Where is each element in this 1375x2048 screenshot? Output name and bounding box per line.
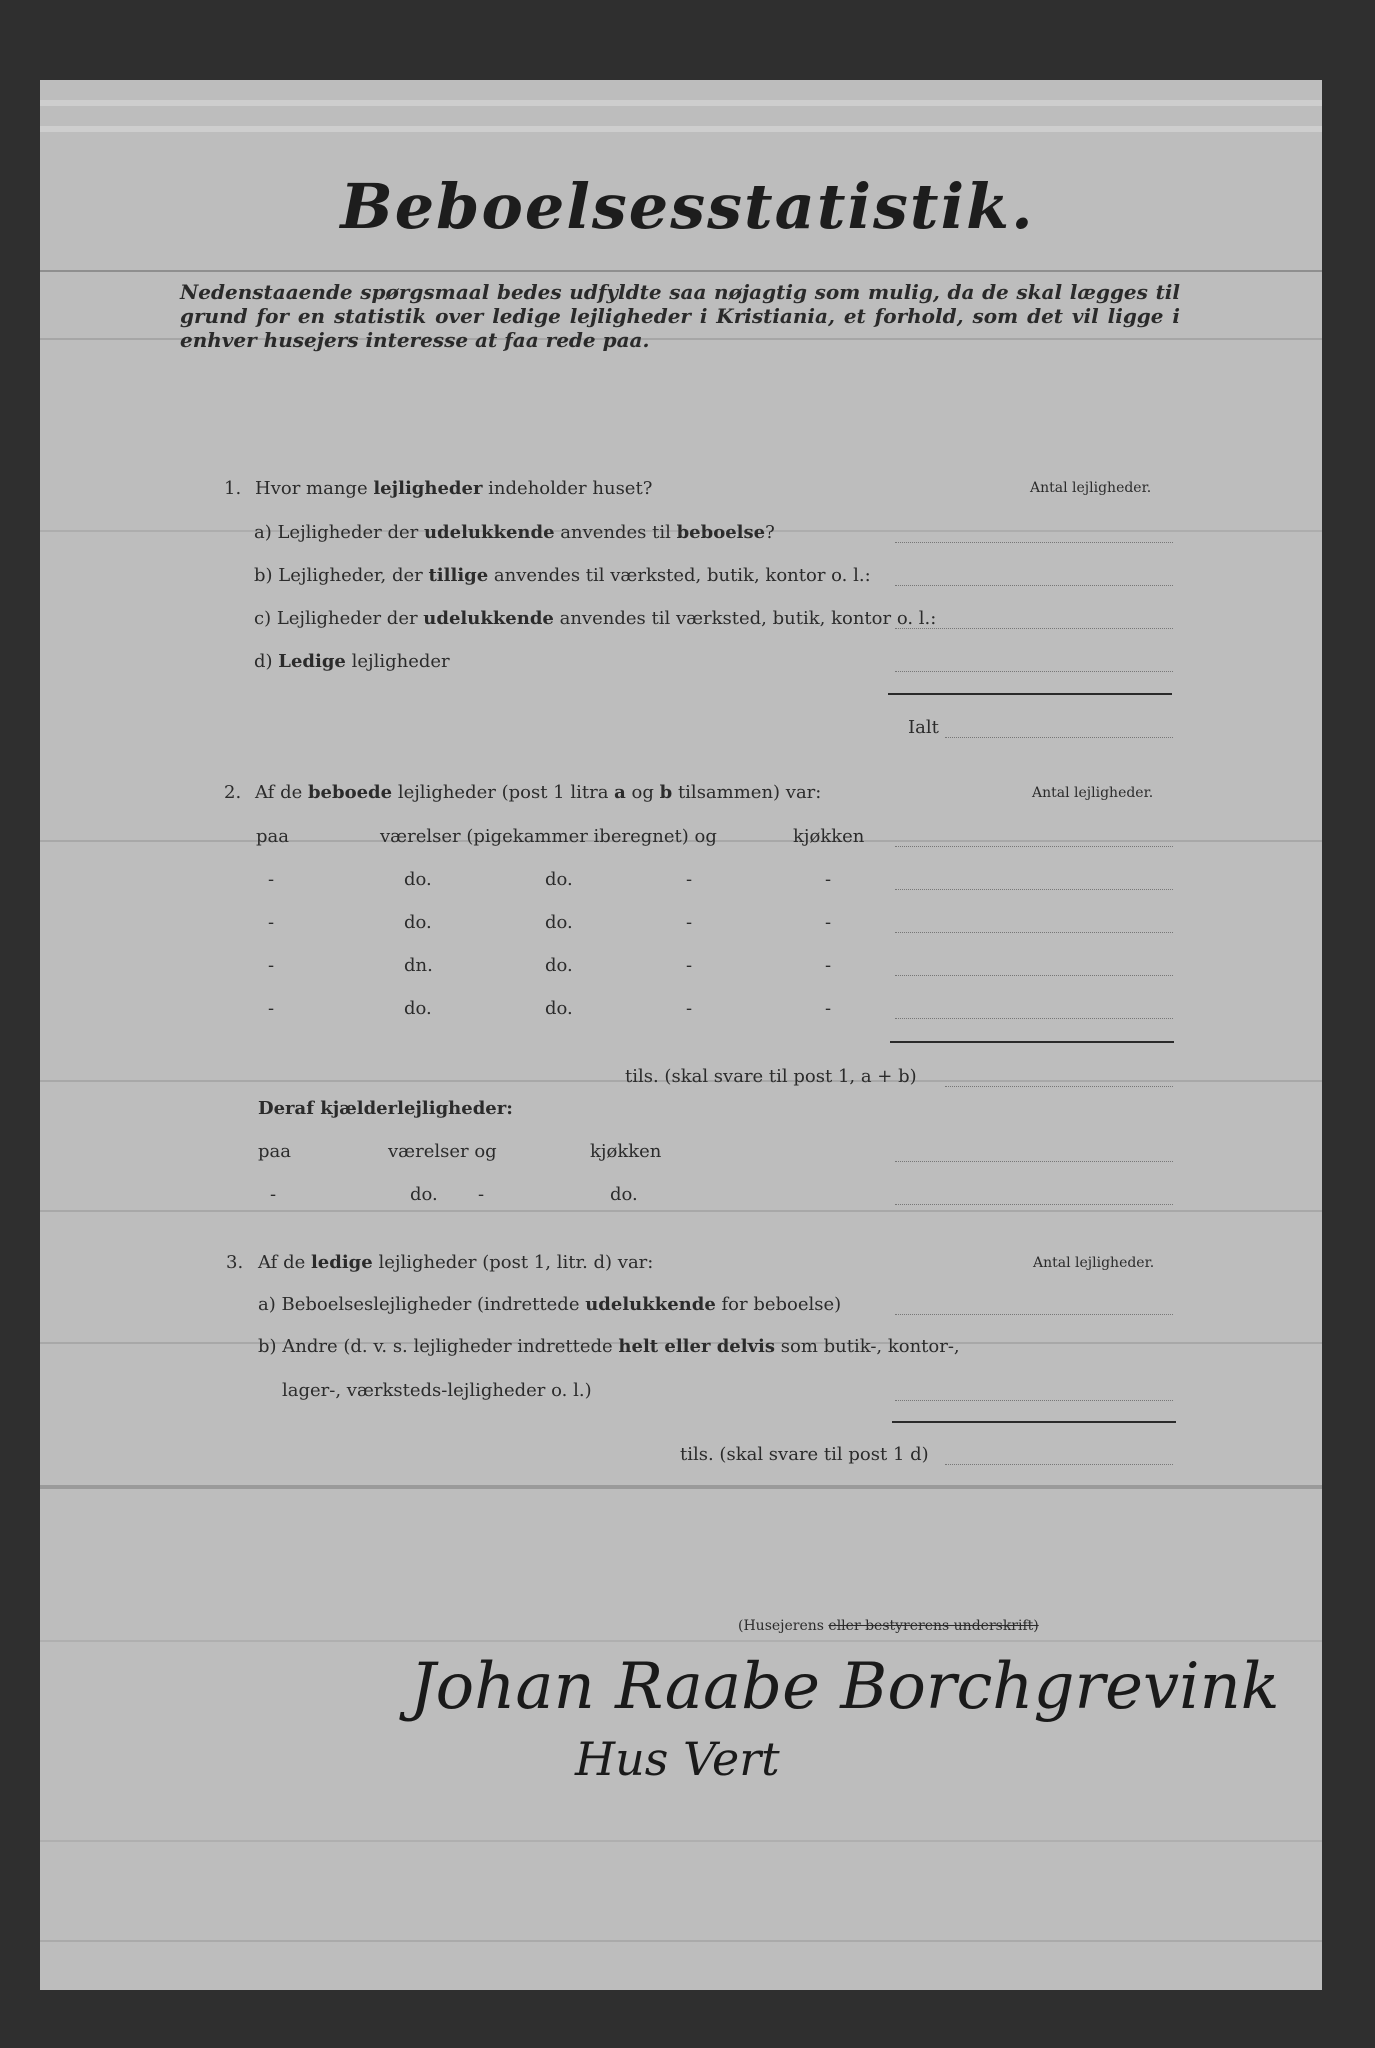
q2-question: Af de beboede lejligheder (post 1 litra a og b tilsammen) var: bbox=[255, 782, 822, 803]
q3-question: Af de ledige lejligheder (post 1, litr. d) var: bbox=[258, 1252, 654, 1273]
q3-item-b-cont: lager-, værksteds-lejligheder o. l.) bbox=[282, 1380, 592, 1401]
q1-column-header: Antal lejligheder. bbox=[1030, 480, 1152, 496]
q1-number: 1. bbox=[224, 478, 242, 499]
q2-basement-row-dash2: - bbox=[478, 1184, 485, 1205]
q2-answer-line-2[interactable] bbox=[895, 932, 1173, 933]
q2-row-2-dash2: - bbox=[686, 912, 693, 933]
q1-answer-line-c[interactable] bbox=[895, 628, 1173, 629]
q2-header-rooms: værelser (pigekammer iberegnet) og bbox=[380, 826, 717, 847]
form-intro: Nedenstaaende spørgsmaal bedes udfyldte saa nøjagtig som mulig, da de skal lægges til grund for en statistik over ledige lejligheder i Kristiania, et forhold, som det vil ligge i enhver husejers interesse at faa rede paa. bbox=[180, 280, 1180, 352]
q1-total-label: Ialt bbox=[908, 717, 939, 738]
q2-row-2-dash: - bbox=[268, 912, 275, 933]
q2-row-1-dash: - bbox=[268, 869, 275, 890]
q2-sum-rule bbox=[890, 1041, 1174, 1043]
q2-answer-line-1[interactable] bbox=[895, 889, 1173, 890]
q2-row-1-do: do. bbox=[404, 869, 432, 890]
q2-answer-line-4[interactable] bbox=[895, 1018, 1173, 1019]
q1-item-d: d) Ledige lejligheder bbox=[254, 651, 450, 672]
signature-caption: (Husejerens eller bestyrerens underskrift) bbox=[738, 1618, 1039, 1634]
q2-sum-note: tils. (skal svare til post 1, a + b) bbox=[625, 1066, 917, 1087]
q2-column-header: Antal lejligheder. bbox=[1032, 785, 1154, 801]
q2-basement-heading: Deraf kjælderlejligheder: bbox=[258, 1098, 513, 1119]
q1-answer-line-b[interactable] bbox=[895, 585, 1173, 586]
q1-item-c: c) Lejligheder der udelukkende anvendes til værksted, butik, kontor o. l.: bbox=[254, 608, 937, 629]
form-title: Beboelsesstatistik. bbox=[340, 170, 1035, 243]
q2-row-1-do2: do. bbox=[545, 869, 573, 890]
q3-answer-line-b[interactable] bbox=[895, 1400, 1173, 1401]
q2-header-paa: paa bbox=[256, 826, 289, 847]
q2-basement-row-do: do. bbox=[410, 1184, 438, 1205]
q2-row-3-do: dn. bbox=[404, 955, 433, 976]
q2-row-3-dash: - bbox=[268, 955, 275, 976]
q2-row-2-do: do. bbox=[404, 912, 432, 933]
q1-answer-line-a[interactable] bbox=[895, 542, 1173, 543]
q1-question: Hvor mange lejligheder indeholder huset? bbox=[255, 478, 653, 499]
q2-row-4-dash3: - bbox=[825, 998, 832, 1019]
q3-item-a: a) Beboelseslejligheder (indrettede udelukkende for beboelse) bbox=[258, 1294, 842, 1315]
q3-number: 3. bbox=[226, 1252, 244, 1273]
q3-item-b: b) Andre (d. v. s. lejligheder indrettede helt eller delvis som butik-, kontor-, bbox=[258, 1336, 960, 1357]
q2-row-2-dash3: - bbox=[825, 912, 832, 933]
q2-row-1-dash3: - bbox=[825, 869, 832, 890]
q2-header-kitchen: kjøkken bbox=[793, 826, 865, 847]
q2-number: 2. bbox=[224, 782, 242, 803]
q2-basement-kitchen: kjøkken bbox=[590, 1141, 662, 1162]
q2-row-4-dash: - bbox=[268, 998, 275, 1019]
q3-answer-line-a[interactable] bbox=[895, 1314, 1173, 1315]
q2-basement-row-dash: - bbox=[270, 1184, 277, 1205]
q2-basement-line-1[interactable] bbox=[895, 1161, 1173, 1162]
q2-basement-row-do2: do. bbox=[610, 1184, 638, 1205]
q1-sum-rule bbox=[888, 693, 1172, 695]
q3-sum-note: tils. (skal svare til post 1 d) bbox=[680, 1444, 929, 1465]
q3-total-line[interactable] bbox=[945, 1464, 1173, 1465]
q2-row-4-dash2: - bbox=[686, 998, 693, 1019]
q3-column-header: Antal lejligheder. bbox=[1033, 1255, 1155, 1271]
q2-row-3-dash2: - bbox=[686, 955, 693, 976]
q2-row-2-do2: do. bbox=[545, 912, 573, 933]
q1-item-a: a) Lejligheder der udelukkende anvendes til beboelse? bbox=[254, 522, 775, 543]
q2-row-3-dash3: - bbox=[825, 955, 832, 976]
q2-total-line[interactable] bbox=[945, 1086, 1173, 1087]
q2-answer-line-3[interactable] bbox=[895, 975, 1173, 976]
q2-row-3-do2: do. bbox=[545, 955, 573, 976]
q2-row-1-dash2: - bbox=[686, 869, 693, 890]
q1-answer-line-d[interactable] bbox=[895, 671, 1173, 672]
q1-item-b: b) Lejligheder, der tillige anvendes til værksted, butik, kontor o. l.: bbox=[254, 565, 871, 586]
signature-name: Johan Raabe Borchgrevink bbox=[410, 1650, 1280, 1724]
q2-basement-line-2[interactable] bbox=[895, 1204, 1173, 1205]
q2-basement-paa: paa bbox=[258, 1141, 291, 1162]
q2-row-4-do2: do. bbox=[545, 998, 573, 1019]
q2-row-4-do: do. bbox=[404, 998, 432, 1019]
q2-basement-rooms: værelser og bbox=[388, 1141, 497, 1162]
q2-answer-line-0[interactable] bbox=[895, 846, 1173, 847]
q3-sum-rule bbox=[892, 1421, 1176, 1423]
signature-role: Hus Vert bbox=[575, 1732, 780, 1786]
q1-total-line[interactable] bbox=[945, 737, 1173, 738]
